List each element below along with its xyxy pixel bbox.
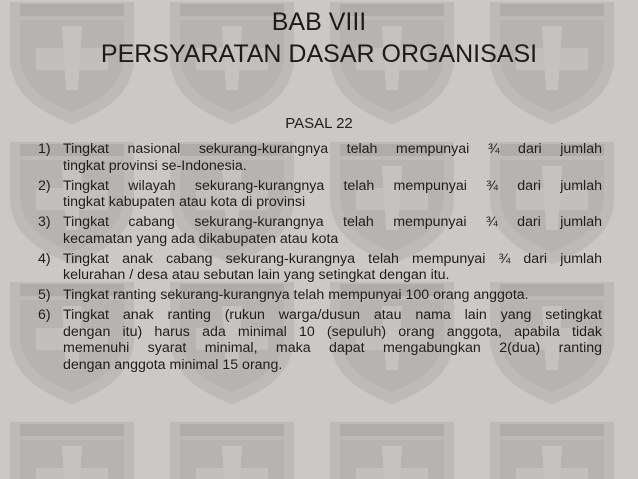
item-text-line: Tingkat nasional sekurang-kurangnya telah mempunyai ¾ dari jumlah [63,141,602,157]
item-text-line: dengan anggota minimal 15 orang. [63,357,283,374]
item-text-line: Tingkat wilayah sekurang-kurangnya telah mempunyai ¾ dari jumlah [63,177,602,194]
list-item [38,307,602,373]
item-text-line: Tingkat cabang sekurang-kurangnya telah mempunyai ¾ dari jumlah [63,214,602,231]
list-item [38,251,602,284]
list-item [38,178,602,211]
item-text-line: Tingkat ranting sekurang-kurangnya telah mempunyai 100 orang anggota. [63,287,529,304]
item-text-line: Tingkat anak cabang sekurang-kurangnya telah mempunyai ¾ dari jumlah [63,250,602,267]
item-number: 3) [38,214,51,231]
item-number: 5) [38,287,51,304]
requirements-list [38,141,602,377]
slide-title-line1: BAB VIII [271,8,367,36]
item-number: 1) [38,141,51,157]
list-item [38,141,602,174]
item-number: 2) [38,177,51,194]
item-text-line: kelurahan / desa atau sebutan lain yang setingkat dengan itu. [63,267,450,284]
item-text-line: Tingkat anak ranting (rukun warga/dusun atau nama lain yang setingkat [63,307,602,324]
item-number: 4) [38,250,51,267]
item-text-line: kecamatan yang ada dikabupaten atau kota [63,230,339,247]
item-text-line: tingkat provinsi se-Indonesia. [63,157,247,174]
item-text-line: dengan itu) harus ada minimal 10 (sepuluh) orang anggota, apabila tidak [63,323,602,340]
pasal-heading: PASAL 22 [285,115,353,132]
list-item [38,287,602,304]
list-item [38,214,602,247]
slide-title-line2: PERSYARATAN DASAR ORGANISASI [100,40,538,68]
item-text-line: tingkat kabupaten atau kota di provinsi [63,194,306,211]
item-text-line: memenuhi syarat minimal, maka dapat mengabungkan 2(dua) ranting [63,340,602,357]
item-number: 6) [38,307,51,324]
